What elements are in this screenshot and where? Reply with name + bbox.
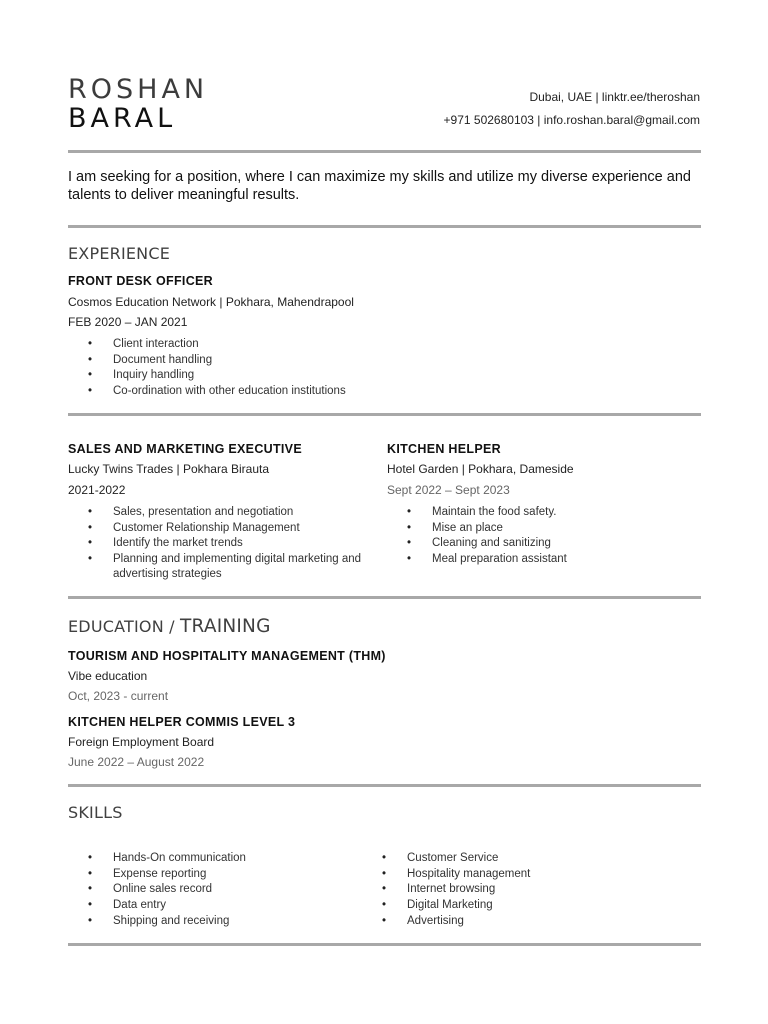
- first-name: ROSHAN: [68, 74, 209, 105]
- divider: [68, 943, 701, 946]
- list-item: • Document handling: [68, 353, 668, 369]
- job-org: Cosmos Education Network | Pokhara, Mahendrapool: [68, 295, 354, 309]
- divider: [68, 784, 701, 787]
- divider: [68, 596, 701, 599]
- list-item: • Sales, presentation and negotiation: [68, 505, 378, 521]
- list-item: • Customer Service: [362, 851, 662, 867]
- divider: [68, 150, 701, 153]
- contact-line: +971 502680103 | info.roshan.baral@gmail.com: [443, 113, 700, 127]
- job-duties-list: [68, 337, 668, 400]
- last-name: BARAL: [68, 103, 177, 134]
- education-heading: [68, 616, 271, 637]
- list-item: • Advertising: [362, 914, 662, 930]
- list-item: • Mise an place: [387, 521, 697, 537]
- skills-list-left: [68, 851, 368, 930]
- list-item: • Hands-On communication: [68, 851, 368, 867]
- job-dates: Sept 2022 – Sept 2023: [387, 483, 510, 497]
- list-item: • Customer Relationship Management: [68, 521, 378, 537]
- list-item: • Maintain the food safety.: [387, 505, 697, 521]
- list-item: • Online sales record: [68, 882, 368, 898]
- job-title: KITCHEN HELPER: [387, 442, 501, 456]
- divider: [68, 413, 701, 416]
- education-heading-part2: TRAINING: [180, 616, 271, 637]
- list-item-continuation: advertising strategies: [113, 568, 222, 580]
- experience-heading: EXPERIENCE: [68, 244, 171, 263]
- education-heading-part1: EDUCATION /: [68, 617, 181, 636]
- list-item: • Inquiry handling: [68, 368, 668, 384]
- job-dates: FEB 2020 – JAN 2021: [68, 315, 188, 329]
- list-item: • Co-ordination with other education institutions: [68, 384, 668, 400]
- location-line: Dubai, UAE | linktr.ee/theroshan: [529, 90, 700, 104]
- education-title: KITCHEN HELPER COMMIS LEVEL 3: [68, 715, 296, 729]
- skills-list-right: [362, 851, 662, 930]
- education-dates: Oct, 2023 - current: [68, 689, 169, 703]
- divider: [68, 225, 701, 228]
- list-item: • Shipping and receiving: [68, 914, 368, 930]
- education-org: Foreign Employment Board: [68, 735, 215, 749]
- skills-heading: SKILLS: [68, 803, 123, 822]
- job-duties-list: [387, 505, 697, 568]
- list-item: • Client interaction: [68, 337, 668, 353]
- objective-statement: I am seeking for a position, where I can maximize my skills and utilize my diverse experience and talents to deliver meaningful results.: [68, 169, 691, 203]
- job-duties-list: [68, 505, 378, 568]
- list-item: • Planning and implementing digital marketing and: [68, 552, 378, 568]
- list-item: • Hospitality management: [362, 867, 662, 883]
- job-org: Lucky Twins Trades | Pokhara Birauta: [68, 462, 269, 476]
- education-dates: June 2022 – August 2022: [68, 755, 205, 769]
- list-item: • Cleaning and sanitizing: [387, 536, 697, 552]
- education-org: Vibe education: [68, 669, 148, 683]
- list-item: • Data entry: [68, 898, 368, 914]
- job-title: SALES AND MARKETING EXECUTIVE: [68, 442, 302, 456]
- list-item: • Meal preparation assistant: [387, 552, 697, 568]
- job-org: Hotel Garden | Pokhara, Dameside: [387, 462, 574, 476]
- education-title: TOURISM AND HOSPITALITY MANAGEMENT (THM): [68, 649, 386, 663]
- list-item: • Internet browsing: [362, 882, 662, 898]
- job-dates: 2021-2022: [68, 483, 126, 497]
- list-item: • Identify the market trends: [68, 536, 378, 552]
- list-item: • Digital Marketing: [362, 898, 662, 914]
- list-item: • Expense reporting: [68, 867, 368, 883]
- job-title: FRONT DESK OFFICER: [68, 274, 213, 288]
